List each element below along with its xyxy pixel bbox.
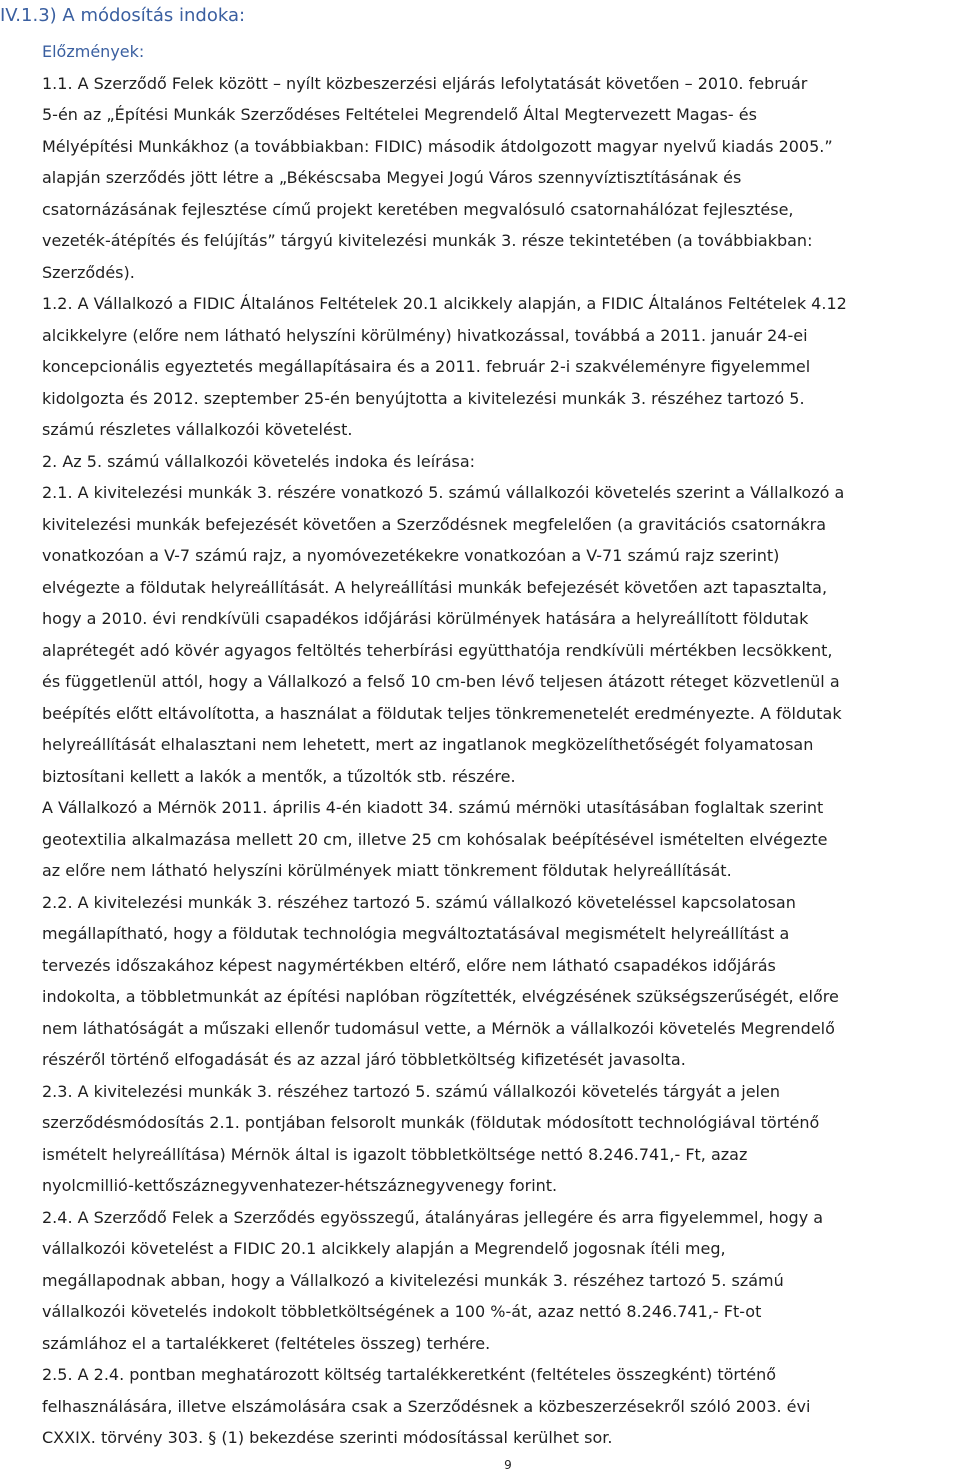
text-line: vállalkozói követelés indokolt többletköltségének a 100 %-át, azaz nettó 8.246.741,- Ft-ot <box>42 1302 762 1321</box>
text-line: Szerződés). <box>42 262 135 282</box>
text-line: vállalkozói követelést a FIDIC 20.1 alcikkely alapján a Megrendelő jogosnak ítéli meg, <box>42 1239 726 1258</box>
text-line: 2.4. A Szerződő Felek a Szerződés egyösszegű, átalányáras jellegére és arra figyelemmel, hogy a <box>42 1207 824 1227</box>
text-line: elvégezte a földutak helyreállítását. A helyreállítási munkák befejezését követően azt tapasztalta, <box>42 577 828 597</box>
section-title: A módosítás indoka: <box>62 5 246 26</box>
text-line: CXXIX. törvény 303. § (1) bekezdése szerinti módosítással kerülhet sor. <box>42 1428 613 1447</box>
text-line: 1.1. A Szerződő Felek között – nyílt közbeszerzési eljárás lefolytatását követően – 2010. február <box>42 73 808 93</box>
text-line: nem láthatóságát a műszaki ellenőr tudomásul vette, a Mérnök a vállalkozói követelés Megrendelő <box>42 1018 835 1038</box>
text-line: alcikkelyre (előre nem látható helyszíni körülmény) hivatkozással, továbbá a 2011. január 24-ei <box>42 325 808 345</box>
text-line: koncepcionális egyeztetés megállapításaira és a 2011. február 2-i szakvéleményre figyelemmel <box>42 357 811 376</box>
text-line: ismételt helyreállítása) Mérnök által is igazolt többletköltsége nettó 8.246.741,- Ft, azaz <box>42 1144 748 1164</box>
text-line: beépítés előtt eltávolította, a használat a földutak teljes tönkremenetelét eredményezte. A földutak <box>42 703 842 723</box>
text-line: és függetlenül attól, hogy a Vállalkozó a felső 10 cm-ben lévő teljesen átázott réteget közvetlenül a <box>42 672 840 691</box>
document-body <box>42 36 960 1454</box>
text-line: számlához el a tartalékkeret (feltételes összeg) terhére. <box>42 1333 491 1353</box>
text-line: indokolta, a többletmunkát az építési naplóban rögzítették, elvégzésének szükségszerűségét, előre <box>42 987 839 1006</box>
text-line: részéről történő elfogadását és az azzal járó többletköltség kifizetését javasolta. <box>42 1050 686 1069</box>
text-line: 2.3. A kivitelezési munkák 3. részéhez tartozó 5. számú vállalkozói követelés tárgyát a jelen <box>42 1081 780 1101</box>
text-line: hogy a 2010. évi rendkívüli csapadékos időjárási körülmények hatására a helyreállított földutak <box>42 609 809 628</box>
text-line: vezeték-átépítés és felújítás” tárgyú kivitelezési munkák 3. része tekintetében (a továbbiakban: <box>42 231 813 250</box>
text-line: csatornázásának fejlesztése című projekt keretében megvalósuló csatornahálózat fejlesztése, <box>42 199 794 219</box>
page-number: 9 <box>504 1458 512 1472</box>
text-line: alapján szerződés jött létre a „Békéscsaba Megyei Jogú Város szennyvíztisztításának és <box>42 168 742 187</box>
subtitle-line: Előzmények: <box>42 42 145 61</box>
text-line: megállapítható, hogy a földutak technológia megváltoztatásával megismételt helyreállítást a <box>42 924 790 943</box>
text-line: 2. Az 5. számú vállalkozói követelés indoka és leírása: <box>42 451 476 471</box>
text-line: helyreállítását elhalasztani nem lehetett, mert az ingatlanok megközelíthetőségét folyamatosan <box>42 735 814 754</box>
text-line: számú részletes vállalkozói követelést. <box>42 420 353 439</box>
text-line: 1.2. A Vállalkozó a FIDIC Általános Feltételek 20.1 alcikkely alapján, a FIDIC Általános Feltételek 4.12 <box>42 294 847 313</box>
text-line: alaprétegét adó kövér agyagos feltöltés teherbírási együtthatója rendkívüli mértékben lecsökkent, <box>42 640 833 660</box>
text-line: nyolcmillió-kettőszáznegyvenhatezer-hétszáznegyvenegy forint. <box>42 1176 558 1195</box>
text-line: vonatkozóan a V-7 számú rajz, a nyomóvezetékekre vonatkozóan a V-71 számú rajz szerint) <box>42 546 780 565</box>
text-line: Mélyépítési Munkákhoz (a továbbiakban: FIDIC) második átdolgozott magyar nyelvű kiadás 2005.” <box>42 136 833 156</box>
text-line: A Vállalkozó a Mérnök 2011. április 4-én kiadott 34. számú mérnöki utasításában foglaltak szerint <box>42 798 824 817</box>
text-line: biztosítani kellett a lakók a mentők, a tűzoltók stb. részére. <box>42 766 516 786</box>
text-line: felhasználására, illetve elszámolására csak a Szerződésnek a közbeszerzésekről szóló 2003. évi <box>42 1396 811 1416</box>
text-line: 2.5. A 2.4. pontban meghatározott költség tartalékkeretként (feltételes összegként) történő <box>42 1365 777 1384</box>
text-line: 5-én az „Építési Munkák Szerződéses Feltételei Megrendelő Által Megtervezett Magas- és <box>42 105 757 124</box>
text-line: kidolgozta és 2012. szeptember 25-én benyújtotta a kivitelezési munkák 3. részéhez tartozó 5. <box>42 388 805 408</box>
text-line: geotextilia alkalmazása mellett 20 cm, illetve 25 cm kohósalak beépítésével ismételten elvégezte <box>42 829 828 849</box>
text-line: megállapodnak abban, hogy a Vállalkozó a kivitelezési munkák 3. részéhez tartozó 5. számú <box>42 1270 784 1290</box>
text-line: szerződésmódosítás 2.1. pontjában felsorolt munkák (földutak módosított technológiával történő <box>42 1113 820 1132</box>
section-number: IV.1.3) <box>0 5 57 26</box>
text-line: 2.1. A kivitelezési munkák 3. részére vonatkozó 5. számú vállalkozói követelés szerint a Vállalkozó a <box>42 483 845 502</box>
text-line: kivitelezési munkák befejezését követően a Szerződésnek megfelelően (a gravitációs csatornákra <box>42 514 827 534</box>
text-line: az előre nem látható helyszíni körülmények miatt tönkrement földutak helyreállítását. <box>42 861 732 880</box>
section-heading <box>0 4 245 28</box>
paragraph-lines <box>42 68 960 1454</box>
text-line: tervezés időszakához képest nagymértékben eltérő, előre nem látható csapadékos időjárás <box>42 955 776 975</box>
text-line: 2.2. A kivitelezési munkák 3. részéhez tartozó 5. számú vállalkozó követeléssel kapcsolatosan <box>42 892 796 912</box>
